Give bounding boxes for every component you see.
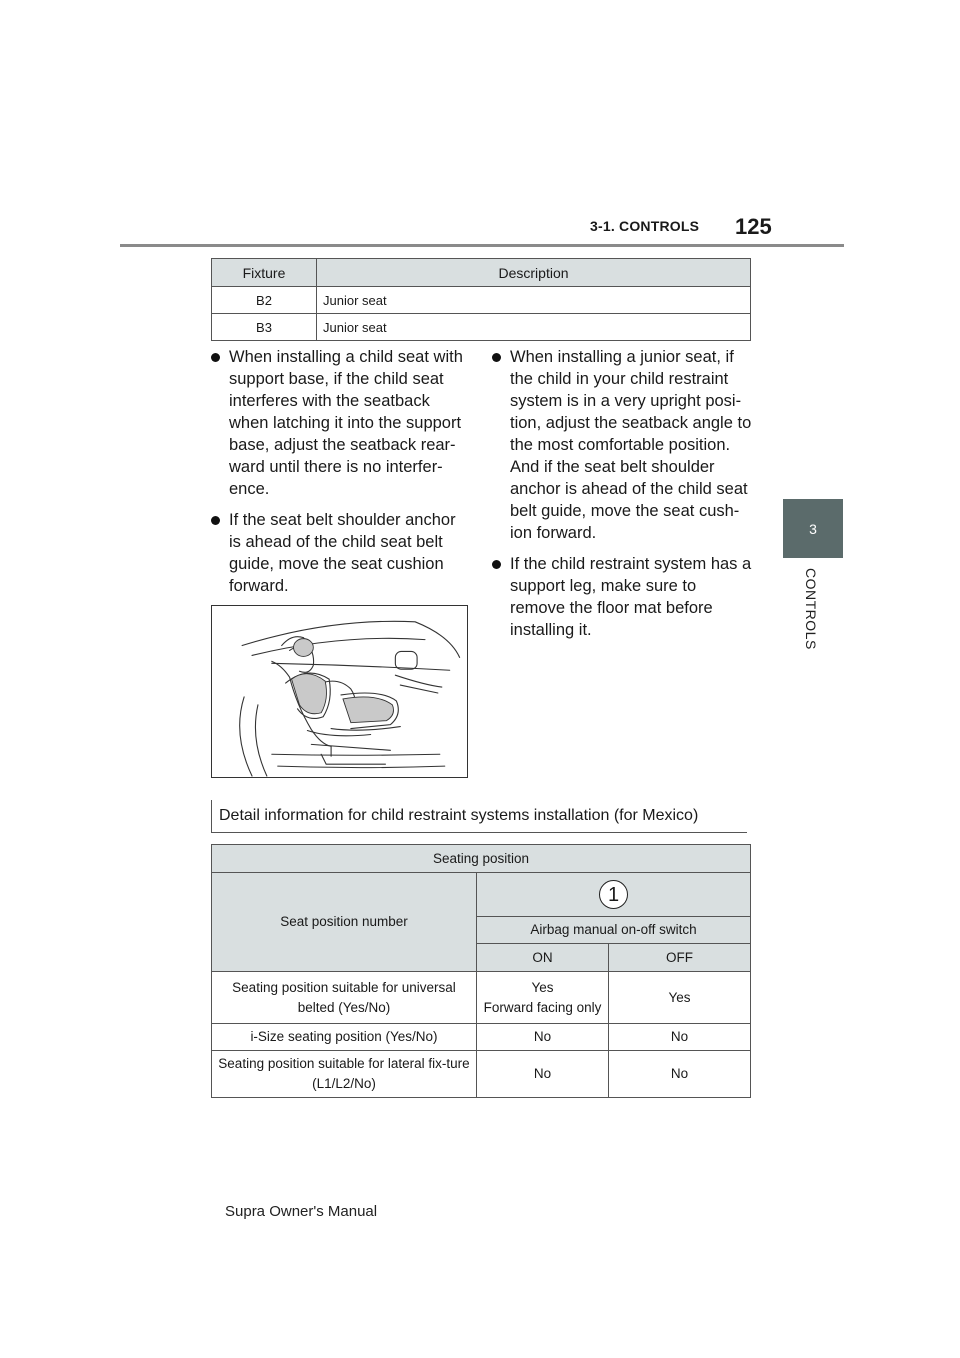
chapter-number: 3 xyxy=(809,520,817,537)
footer-title: Supra Owner's Manual xyxy=(225,1203,378,1220)
left-column xyxy=(210,346,472,606)
table-row xyxy=(212,1024,751,1051)
row-label: Seating position suitable for universal belted (Yes/No) xyxy=(212,972,477,1024)
on-value: No xyxy=(477,1051,609,1098)
airbag-on-label: ON xyxy=(477,944,609,972)
right-column xyxy=(491,346,755,650)
bullet-text: If the seat belt shoulder anchor is ahead of the child seat belt guide, move the seat cushion forward. xyxy=(229,511,456,595)
on-value-note: Forward facing only xyxy=(483,999,602,1015)
list-item xyxy=(491,346,755,544)
on-value: No xyxy=(477,1024,609,1051)
chapter-label: CONTROLS xyxy=(803,568,819,650)
chapter-tab[interactable] xyxy=(783,499,843,558)
bullet-icon xyxy=(492,560,501,569)
bullet-text: When installing a child seat with support base, if the child seat interferes with the seatback when latching it into the support base, adjust the seatback rear-ward until there is no interfer-ence. xyxy=(229,348,463,498)
table-row xyxy=(212,1051,751,1098)
bullet-icon xyxy=(211,353,220,362)
page-number: 125 xyxy=(735,214,772,239)
table-row xyxy=(212,287,751,314)
table-row xyxy=(212,972,751,1024)
seat-number-cell xyxy=(477,873,751,917)
child-seat-drawing xyxy=(212,606,467,777)
seating-position-title: Seating position xyxy=(212,845,751,873)
bullet-icon xyxy=(492,353,501,362)
detail-heading: Detail information for child restraint systems installation (for Mexico) xyxy=(211,800,747,833)
off-value: Yes xyxy=(609,972,751,1024)
off-value: No xyxy=(609,1024,751,1051)
description-header: Description xyxy=(317,259,751,287)
child-seat-illustration xyxy=(211,605,468,778)
airbag-switch-label: Airbag manual on-off switch xyxy=(477,917,751,944)
fixture-header: Fixture xyxy=(212,259,317,287)
fixture-cell: B3 xyxy=(212,314,317,341)
on-value-line: Yes xyxy=(531,979,554,995)
section-title: 3-1. CONTROLS xyxy=(590,218,700,234)
seat-number-badge: 1 xyxy=(599,880,628,909)
list-item xyxy=(210,346,472,500)
row-label: i-Size seating position (Yes/No) xyxy=(212,1024,477,1051)
on-value xyxy=(477,972,609,1024)
list-item xyxy=(210,509,472,597)
description-cell: Junior seat xyxy=(317,287,751,314)
bullet-text: When installing a junior seat, if the child in your child restraint system is in a very upright posi-tion, adjust the seatback angle to the most comfortable position. And if the seat belt shoulder anchor is ahead of the child seat belt guide, move the seat cush-ion forward. xyxy=(510,348,752,542)
bullet-icon xyxy=(211,516,220,525)
seating-position-table xyxy=(211,844,751,1098)
bullet-text: If the child restraint system has a support leg, make sure to remove the floor mat before installing it. xyxy=(510,555,752,639)
off-value: No xyxy=(609,1051,751,1098)
fixture-table xyxy=(211,258,751,341)
list-item xyxy=(491,553,755,641)
table-row xyxy=(212,314,751,341)
airbag-off-label: OFF xyxy=(609,944,751,972)
header-divider xyxy=(120,244,844,247)
fixture-cell: B2 xyxy=(212,287,317,314)
description-cell: Junior seat xyxy=(317,314,751,341)
seat-position-number-label: Seat position number xyxy=(212,873,477,972)
row-label: Seating position suitable for lateral fix-ture (L1/L2/No) xyxy=(212,1051,477,1098)
